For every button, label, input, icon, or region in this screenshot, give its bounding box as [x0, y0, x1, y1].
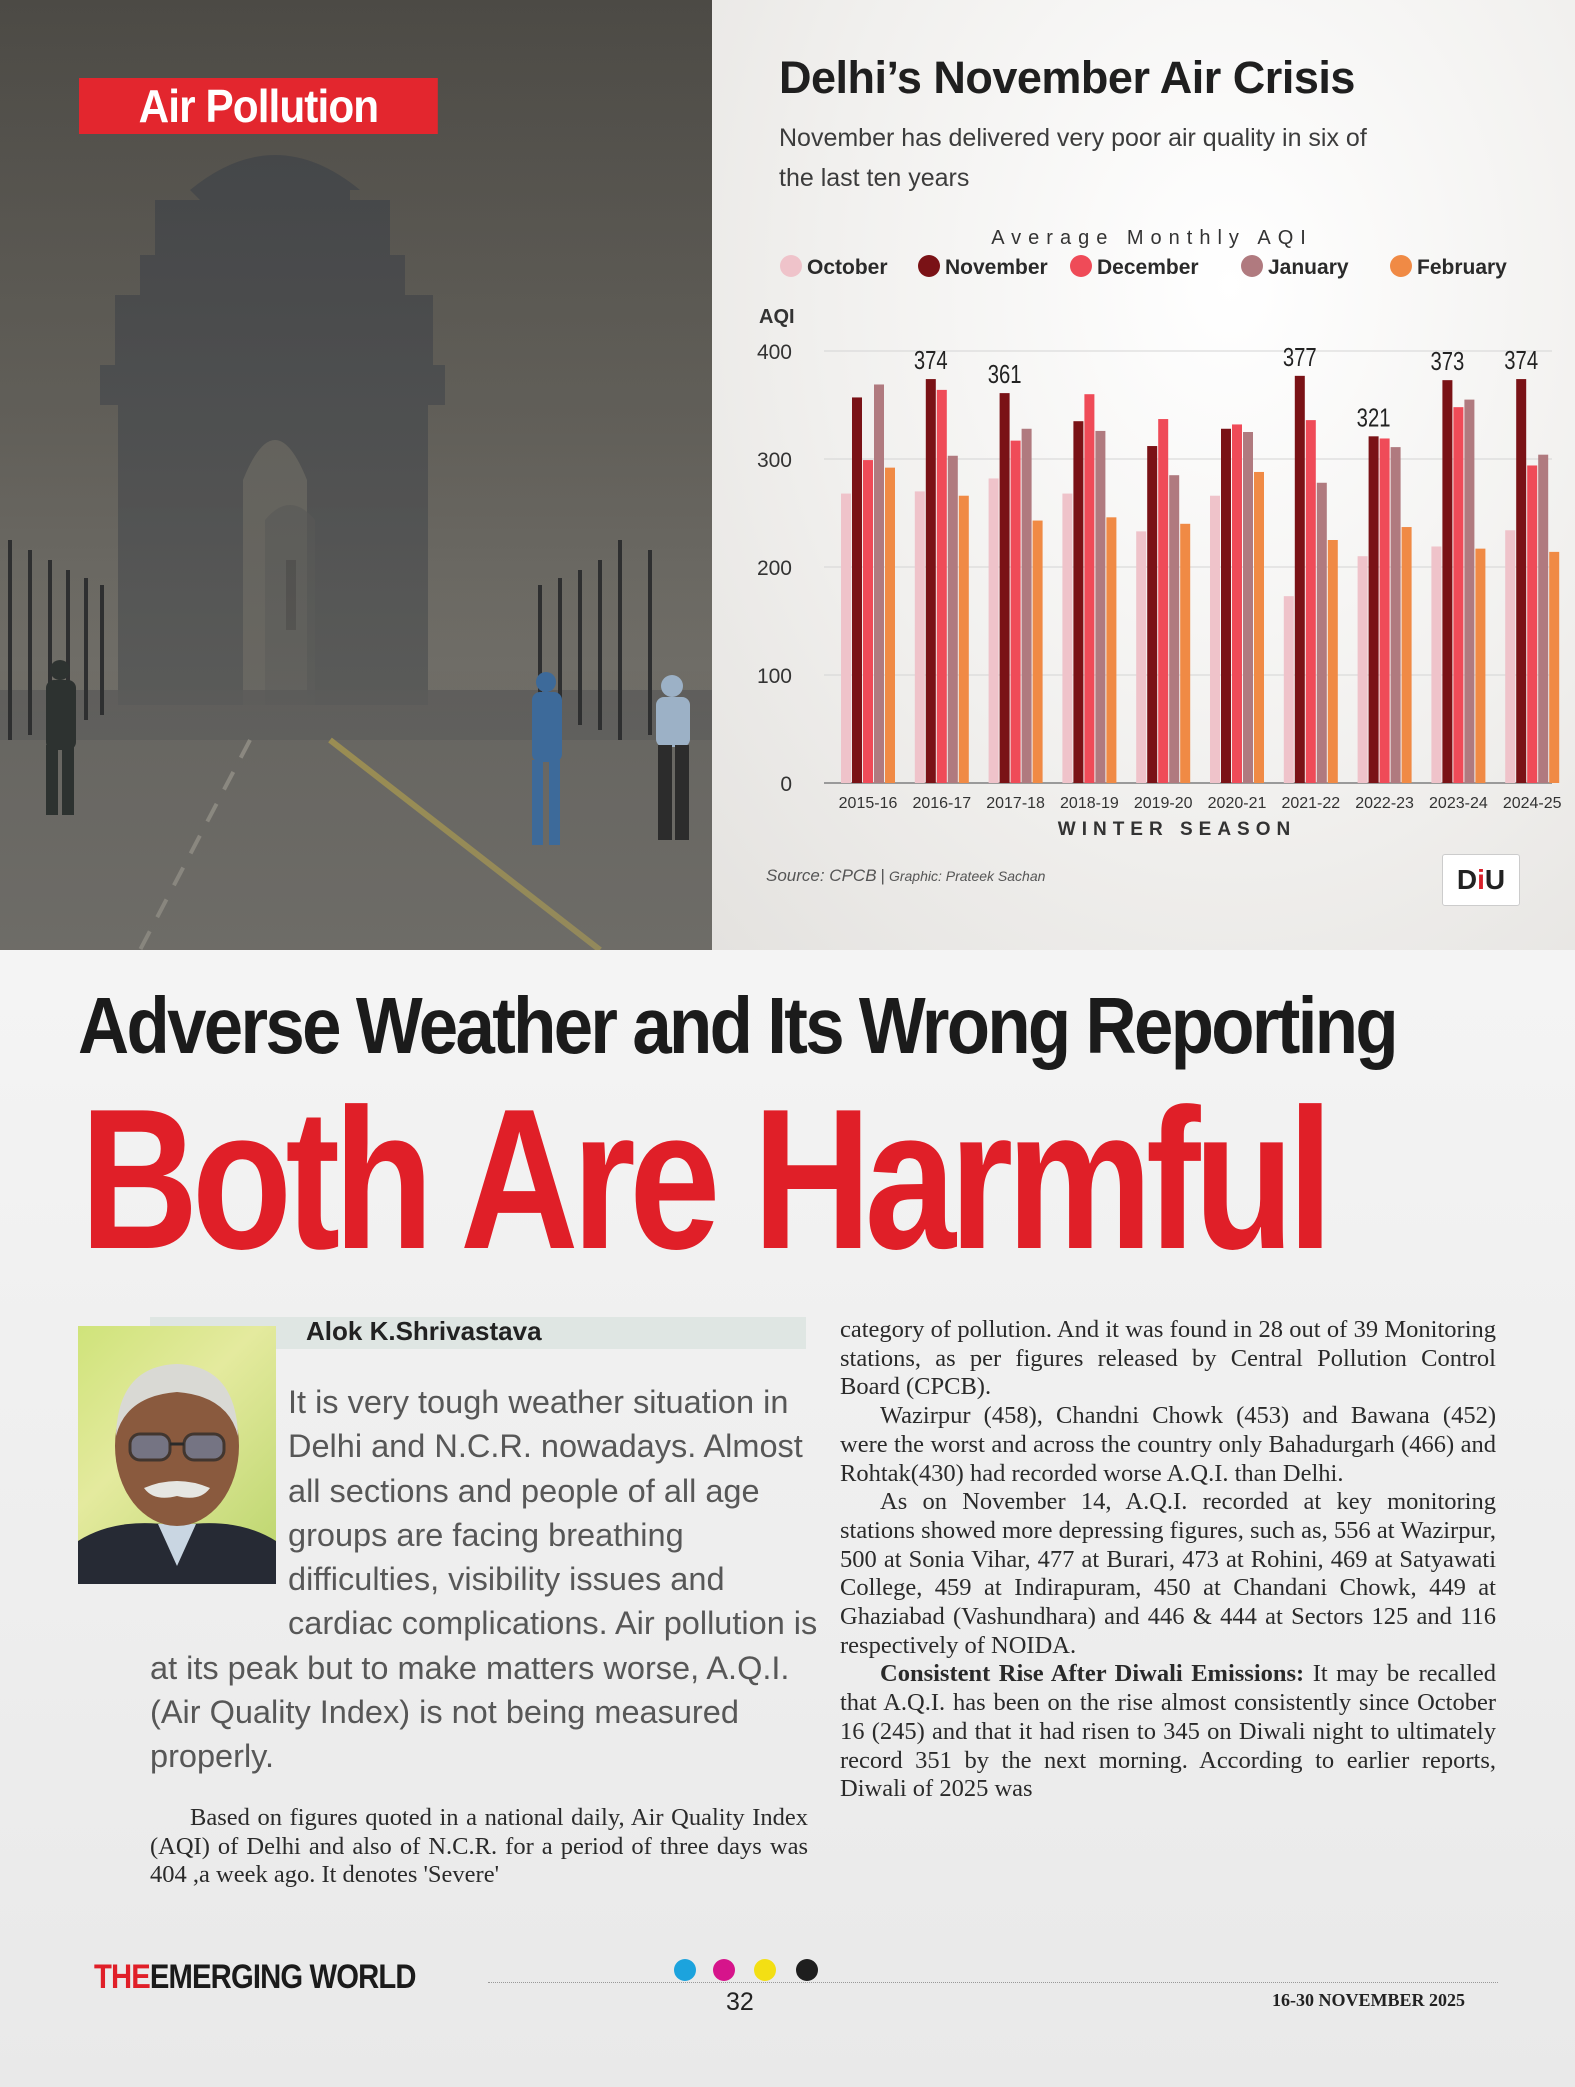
smog-scene-illustration	[0, 0, 712, 950]
body-paragraph: category of pollution. And it was found in 28 out of 39 Monitoring stations, as per figures released by Central Pollution Control Board (CPCB).	[840, 1316, 1496, 1401]
legend-label-november: November	[945, 256, 1048, 279]
lead-text: It is very tough weather situation in Delhi and N.C.R. nowadays. Almost all sections and people of all age groups are facing breathing difficulties, visibility issues and cardiac complications. Air pollution is at its peak but to make matters worse, A.Q.I.(Air Quality Index) is not being measured properly.	[150, 1384, 818, 1775]
bar-october-2018-19	[1062, 494, 1072, 783]
bar-october-2021-22	[1284, 596, 1294, 783]
author-name: Alok K.Shrivastava	[306, 1316, 542, 1346]
subhead: Consistent Rise After Diwali Emissions:	[880, 1660, 1305, 1688]
legend-swatch-october	[780, 255, 802, 277]
body-column-1	[150, 1804, 808, 1890]
body-column-2	[840, 1316, 1496, 1804]
magazine-brand	[94, 1958, 416, 1997]
bar-october-2015-16	[841, 494, 851, 783]
x-tick-label: 2023-24	[1429, 795, 1488, 812]
bar-january-2015-16	[874, 384, 884, 783]
bar-february-2023-24	[1475, 549, 1485, 783]
bar-october-2016-17	[915, 491, 925, 783]
legend-swatch-february	[1390, 255, 1412, 277]
chart-subtitle: November has delivered very poor air quality in six of the last ten years	[779, 124, 1367, 192]
data-label: 377	[1282, 342, 1317, 372]
x-tick-label: 2015-16	[838, 795, 898, 812]
bar-february-2024-25	[1549, 552, 1559, 783]
logo-letter-i: i	[1477, 864, 1485, 895]
bar-november-2024-25	[1516, 379, 1526, 783]
bar-february-2020-21	[1254, 472, 1264, 783]
bar-february-2016-17	[959, 496, 969, 783]
bar-november-2017-18	[1000, 393, 1010, 783]
y-axis-label: AQI	[759, 306, 795, 328]
bar-january-2020-21	[1243, 432, 1253, 783]
bar-chart	[712, 0, 1575, 950]
bar-october-2024-25	[1505, 530, 1515, 783]
bar-february-2019-20	[1180, 524, 1190, 783]
data-label: 374	[1504, 345, 1539, 375]
source-text: Source: CPCB	[766, 866, 877, 885]
logo-letter-u: U	[1484, 864, 1506, 895]
bar-january-2021-22	[1317, 483, 1327, 783]
bar-january-2016-17	[948, 456, 958, 783]
magenta-registration-dot	[713, 1959, 735, 1981]
brand-the: THE	[94, 1958, 150, 1996]
chart-title: Delhi’s November Air Crisis	[779, 52, 1355, 103]
bar-december-2019-20	[1158, 419, 1168, 783]
bar-december-2016-17	[937, 390, 947, 783]
x-tick-label: 2024-25	[1502, 795, 1562, 812]
bar-october-2020-21	[1210, 496, 1220, 783]
x-tick-label: 2016-17	[912, 795, 972, 812]
section-tag: Air Pollution	[79, 78, 438, 134]
logo-letter-d: D	[1456, 864, 1478, 895]
bar-february-2017-18	[1033, 521, 1043, 783]
y-tick-label: 400	[756, 341, 792, 364]
x-tick-label: 2021-22	[1281, 795, 1341, 812]
legend-swatch-january	[1241, 255, 1263, 277]
source-separator: |	[880, 866, 885, 885]
page-number: 32	[726, 1988, 754, 2016]
portrait-wrap-spacer	[150, 1380, 288, 1602]
legend-swatch-december	[1070, 255, 1092, 277]
legend-label-january: January	[1268, 256, 1349, 279]
bar-january-2017-18	[1022, 429, 1032, 783]
bar-january-2019-20	[1169, 475, 1179, 783]
x-tick-label: 2020-21	[1207, 795, 1267, 812]
x-tick-label: 2018-19	[1060, 795, 1119, 812]
x-tick-label: 2022-23	[1355, 795, 1414, 812]
bar-february-2015-16	[885, 468, 895, 783]
diu-logo	[1442, 854, 1520, 906]
bar-december-2018-19	[1084, 394, 1094, 783]
bar-december-2017-18	[1011, 441, 1021, 783]
bar-november-2023-24	[1442, 380, 1452, 783]
footer-divider	[488, 1982, 1498, 1983]
body-paragraph-text: It may be recalled that A.Q.I. has been on the rise almost consistently since October 16 (245) and that it had risen to 345 on Diwali night to ultimately record 351 by the next morning. According to earlier reports, Diwali of 2025 was	[840, 1660, 1496, 1803]
cyan-registration-dot	[674, 1959, 696, 1981]
data-label: 374	[913, 345, 948, 375]
chart-source	[766, 866, 1045, 886]
issue-date: 16-30 NOVEMBER 2025	[1272, 1990, 1465, 2010]
brand-name: EMERGING WORLD	[149, 1958, 416, 1996]
bar-february-2021-22	[1328, 540, 1338, 783]
yellow-registration-dot	[754, 1959, 776, 1981]
bar-february-2018-19	[1106, 517, 1116, 783]
bar-january-2023-24	[1464, 400, 1474, 783]
x-axis-title: WINTER SEASON	[1057, 819, 1297, 840]
legend-label-december: December	[1097, 256, 1199, 279]
bar-october-2019-20	[1136, 531, 1146, 783]
x-tick-label: 2017-18	[986, 795, 1045, 812]
black-registration-dot	[796, 1959, 818, 1981]
bar-november-2015-16	[852, 397, 862, 783]
bar-october-2022-23	[1358, 556, 1368, 783]
headline: Adverse Weather and Its Wrong Reporting	[78, 981, 1396, 1070]
y-tick-label: 200	[756, 557, 792, 580]
bar-december-2024-25	[1527, 465, 1537, 783]
body-paragraph: Based on figures quoted in a national daily, Air Quality Index (AQI) of Delhi and also of N.C.R. for a period of three days was 404 ,a week ago. It denotes 'Severe'	[150, 1804, 808, 1889]
legend-label-october: October	[807, 256, 888, 279]
bar-november-2020-21	[1221, 429, 1231, 783]
chart-inner-title: Average Monthly AQI	[991, 227, 1313, 249]
legend-label-february: February	[1417, 256, 1507, 279]
bar-january-2018-19	[1095, 431, 1105, 783]
bar-november-2018-19	[1073, 421, 1083, 783]
legend-swatch-november	[918, 255, 940, 277]
bar-november-2021-22	[1295, 376, 1305, 783]
y-tick-label: 0	[780, 773, 792, 796]
data-label: 361	[987, 359, 1022, 389]
x-tick-label: 2019-20	[1133, 795, 1193, 812]
body-paragraph: Wazirpur (458), Chandni Chowk (453) and Bawana (452) were the worst and across the country only Bahadurgarh (466) and Rohtak(430) had recorded worse A.Q.I. than Delhi.	[840, 1402, 1496, 1487]
bar-october-2023-24	[1431, 546, 1441, 783]
bar-october-2017-18	[989, 478, 999, 783]
bar-january-2022-23	[1391, 447, 1401, 783]
bar-november-2019-20	[1147, 446, 1157, 783]
data-label: 321	[1356, 402, 1391, 432]
y-tick-label: 100	[756, 665, 792, 688]
aqi-chart-panel	[712, 0, 1575, 950]
bar-december-2022-23	[1380, 438, 1390, 783]
india-gate-photo	[0, 0, 712, 950]
body-paragraph: As on November 14, A.Q.I. recorded at key monitoring stations showed more depressing figures, such as, 556 at Wazirpur, 500 at Sonia Vihar, 477 at Burari, 473 at Rohini, 469 at Satyawati College, 459 at Indirapuram, 450 at Chandani Chowk, 449 at Ghaziabad (Vashundhara) and 446 & 444 at Sectors 125 and 116 respectively of NOIDA.	[840, 1488, 1496, 1659]
bar-november-2022-23	[1369, 436, 1379, 783]
bar-january-2024-25	[1538, 455, 1548, 783]
bar-november-2016-17	[926, 379, 936, 783]
data-label: 373	[1430, 346, 1465, 376]
y-tick-label: 300	[756, 449, 792, 472]
body-paragraph	[840, 1660, 1496, 1804]
lead-paragraph	[150, 1380, 820, 1779]
headline-big: Both Are Harmful	[80, 1068, 1327, 1291]
bar-december-2020-21	[1232, 424, 1242, 783]
graphic-credit: Graphic: Prateek Sachan	[888, 868, 1046, 884]
bar-december-2021-22	[1306, 420, 1316, 783]
bar-february-2022-23	[1402, 527, 1412, 783]
bar-december-2023-24	[1453, 407, 1463, 783]
bar-december-2015-16	[863, 460, 873, 783]
